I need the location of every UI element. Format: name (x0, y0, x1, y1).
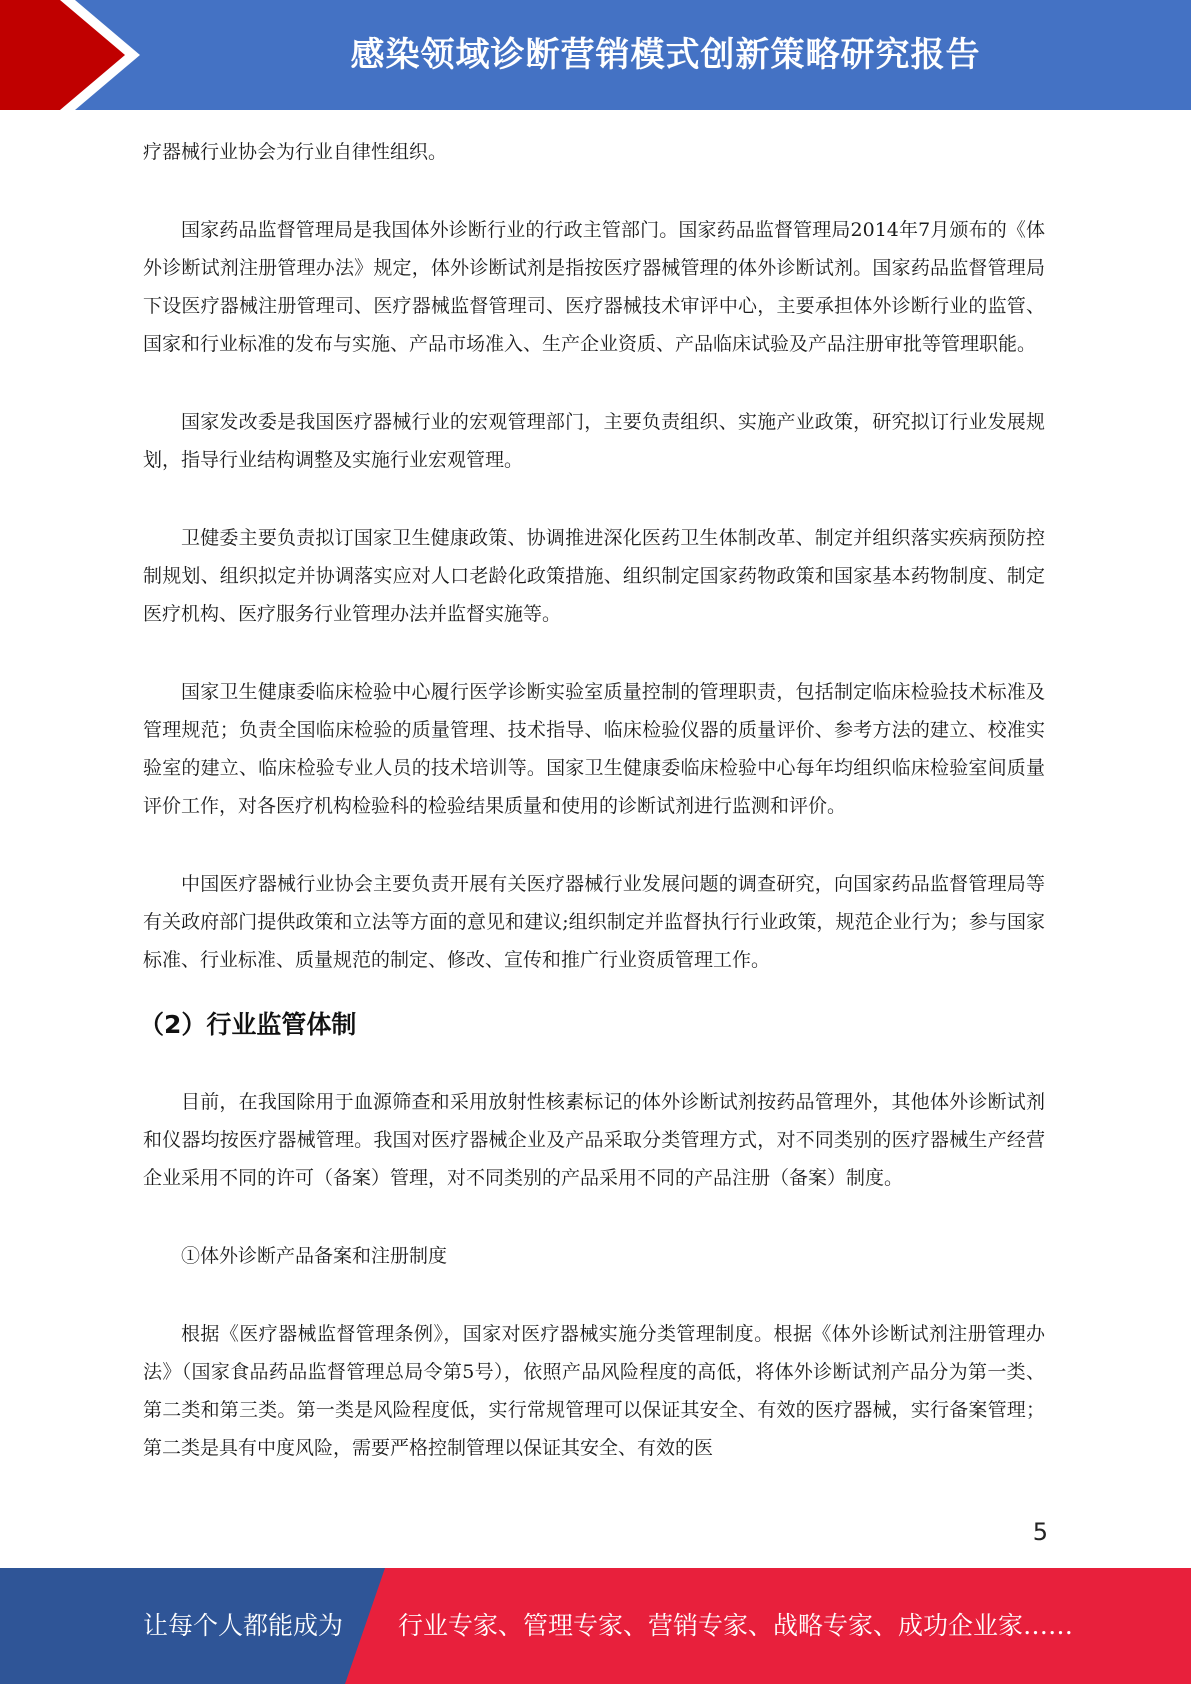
footer-slogan-right: 行业专家、管理专家、营销专家、战略专家、成功企业家…… (398, 1611, 1074, 1640)
paragraph-clinical-lab-center: 国家卫生健康委临床检验中心履行医学诊断实验室质量控制的管理职责，包括制定临床检验技术标准及管理规范；负责全国临床检验的质量管理、技术指导、临床检验仪器的质量评价、参考方法的建立、校准实验室的建立、临床检验专业人员的技术培训等。国家卫生健康委临床检验中心每年均组织临床检验室间质量评价工作，对各医疗机构检验科的检验结果质量和使用的诊断试剂进行监测和评价。 (143, 681, 1045, 817)
paragraph-registration: 根据《医疗器械监督管理条例》，国家对医疗器械实施分类管理制度。根据《体外诊断试剂注册管理办法》（国家食品药品监督管理总局令第5号），依照产品风险程度的高低，将体外诊断试剂产品分为第一类、第二类和第三类。第一类是风险程度低，实行常规管理可以保证其安全、有效的医疗器械，实行备案管理；第二类是具有中度风险，需要严格控制管理以保证其安全、有效的医 (143, 1323, 1045, 1459)
paragraph-continuation: 疗器械行业协会为行业自律性组织。 (143, 141, 448, 163)
section-title: （2）行业监管体制 (139, 1010, 357, 1039)
page-header (0, 0, 1191, 110)
footer-slogan-left: 让每个人都能成为 (143, 1611, 344, 1640)
report-title: 感染领域诊断营销模式创新策略研究报告 (350, 35, 981, 75)
subheading: ①体外诊断产品备案和注册制度 (181, 1245, 448, 1267)
header-arrow-icon (0, 0, 150, 110)
document-body (139, 133, 1045, 1467)
paragraph-industry-association: 中国医疗器械行业协会主要负责开展有关医疗器械行业发展问题的调查研究，向国家药品监督管理局等有关政府部门提供政策和立法等方面的意见和建议;组织制定并监督执行行业政策，规范企业行为；参与国家标准、行业标准、质量规范的制定、修改、宣传和推广行业资质管理工作。 (143, 873, 1045, 971)
paragraph-current-regulation: 目前，在我国除用于血源筛查和采用放射性核素标记的体外诊断试剂按药品管理外，其他体外诊断试剂和仪器均按医疗器械管理。我国对医疗器械企业及产品采取分类管理方式，对不同类别的医疗器械生产经营企业采用不同的许可（备案）管理，对不同类别的产品采用不同的产品注册（备案）制度。 (143, 1091, 1045, 1189)
paragraph-nmpa: 国家药品监督管理局是我国体外诊断行业的行政主管部门。国家药品监督管理局2014年7月颁布的《体外诊断试剂注册管理办法》规定，体外诊断试剂是指按医疗器械管理的体外诊断试剂。国家药品监督管理局下设医疗器械注册管理司、医疗器械监督管理司、医疗器械技术审评中心，主要承担体外诊断行业的监管、国家和行业标准的发布与实施、产品市场准入、生产企业资质、产品临床试验及产品注册审批等管理职能。 (143, 219, 1045, 355)
page-footer (0, 1568, 1191, 1684)
paragraph-nhc: 卫健委主要负责拟订国家卫生健康政策、协调推进深化医药卫生体制改革、制定并组织落实疾病预防控制规划、组织拟定并协调落实应对人口老龄化政策措施、组织制定国家药物政策和国家基本药物制度、制定医疗机构、医疗服务行业管理办法并监督实施等。 (143, 527, 1045, 625)
page-number: 5 (1032, 1518, 1048, 1546)
paragraph-ndrc: 国家发改委是我国医疗器械行业的宏观管理部门，主要负责组织、实施产业政策，研究拟订行业发展规划，指导行业结构调整及实施行业宏观管理。 (143, 411, 1045, 471)
